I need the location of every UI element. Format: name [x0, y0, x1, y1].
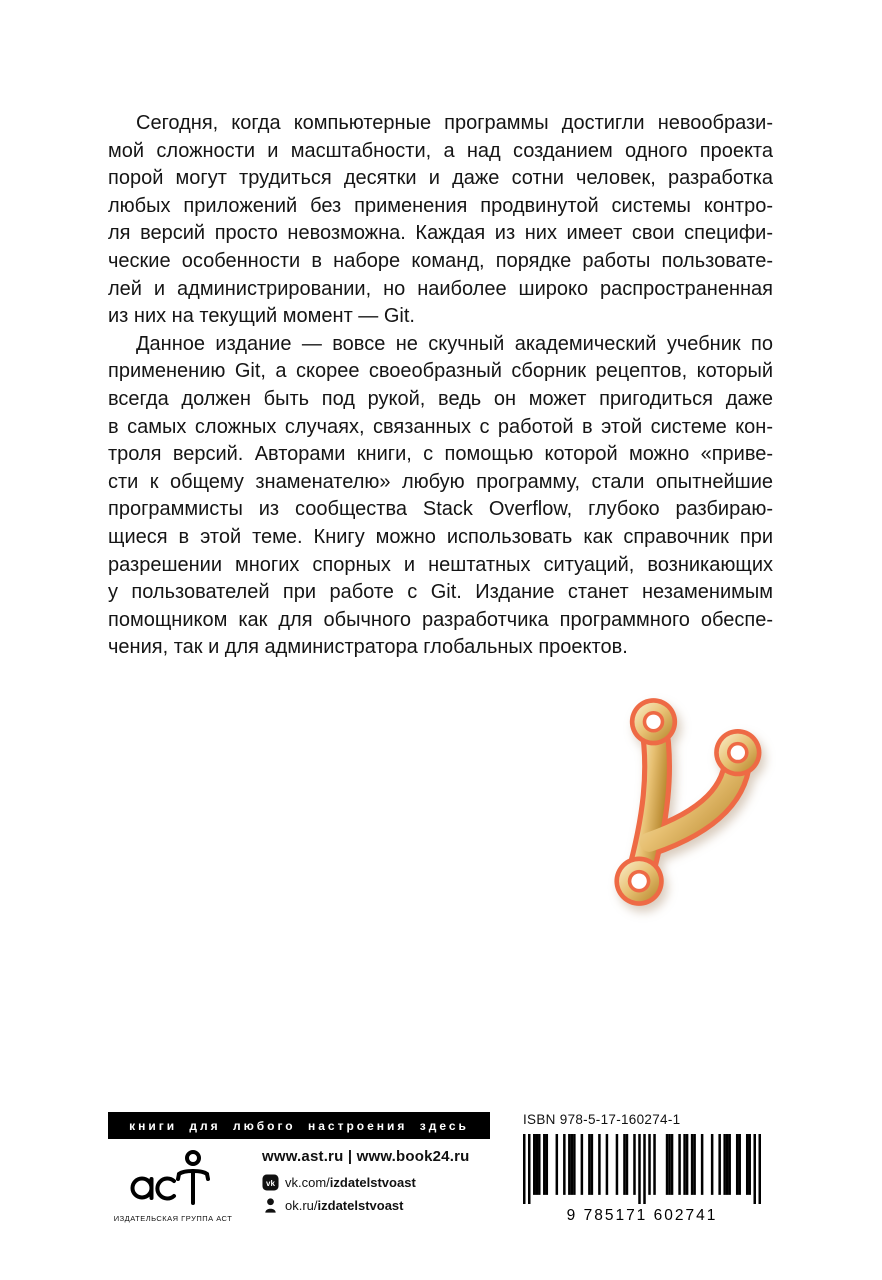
text-line: Сегодня, когда компьютерные программы достигли невообрази- [136, 112, 773, 134]
git-node-bottom [614, 856, 663, 905]
ast-caption: ИЗДАТЕЛЬСКАЯ ГРУППА АСТ [113, 1214, 233, 1223]
text-line: всегда должен быть под рукой, ведь он может пригодиться даже [108, 387, 773, 410]
text-line: помощником как для обычного разработчика программного обеспе- [108, 608, 773, 631]
publisher-links [262, 1148, 470, 1220]
text-line: в самых сложных случаях, связанных с работой в этой системе кон- [108, 415, 773, 438]
ok-icon [262, 1197, 279, 1214]
ok-link-text: ok.ru/izdatelstvoast [285, 1198, 404, 1213]
text-line: ля версий просто невозможна. Каждая из них имеет свои специфи- [108, 222, 773, 245]
text-line: применению Git, а скорее своеобразный сборник рецептов, который [108, 360, 773, 383]
slogan-bar [108, 1112, 490, 1139]
text-line: сти к общему знаменателю» любую программу, стали опытнейшие [108, 470, 773, 493]
text-line: Данное издание — вовсе не скучный академический учебник по [136, 332, 773, 355]
isbn-label: ISBN 978-5-17-160274-1 [523, 1112, 681, 1127]
ast-logo-icon [124, 1148, 222, 1210]
vk-link-row [262, 1174, 470, 1191]
text-line: программисты из сообщества Stack Overflow, глубоко разбираю- [108, 498, 773, 521]
text-line: троля версий. Авторами книги, с помощью которой можно «приве- [108, 443, 773, 466]
svg-text:vk: vk [266, 1178, 275, 1188]
vk-icon [262, 1174, 279, 1191]
text-line: лей и администрировании, но наиболее широко распространенная [108, 277, 773, 300]
git-node-right [714, 729, 761, 776]
ok-link-row [262, 1197, 470, 1214]
ean13-barcode [523, 1134, 761, 1225]
text-line: мой сложности и масштабности, а над созданием одного проекта [108, 139, 773, 162]
body-text [108, 110, 773, 662]
slogan-text: книги для любого настроения здесь [129, 1118, 469, 1133]
text-line: порой могут трудиться десятки и даже сотни человек, разработка [108, 167, 773, 190]
text-line: чения, так и для администратора глобальных проектов. [108, 636, 628, 659]
barcode-number: 9 785171 602741 [566, 1207, 718, 1224]
text-line: разрешении многих спорных и нештатных ситуаций, возникающих [108, 553, 773, 576]
text-line: любых приложений без применения продвинутой системы контро- [108, 194, 773, 217]
text-line: у пользователей при работе с Git. Издание станет незаменимым [108, 581, 773, 604]
text-line: ческие особенности в наборе команд, порядке работы пользовате- [108, 249, 773, 272]
git-node-top [630, 698, 677, 745]
text-line: щиеся в этой теме. Книгу можно использовать как справочник при [108, 525, 773, 548]
git-branch-icon [608, 694, 773, 912]
text-line: из них на текущий момент — Git. [108, 305, 415, 328]
vk-link-text: vk.com/izdatelstvoast [285, 1175, 416, 1190]
sites-line: www.ast.ru | www.book24.ru [262, 1148, 470, 1165]
